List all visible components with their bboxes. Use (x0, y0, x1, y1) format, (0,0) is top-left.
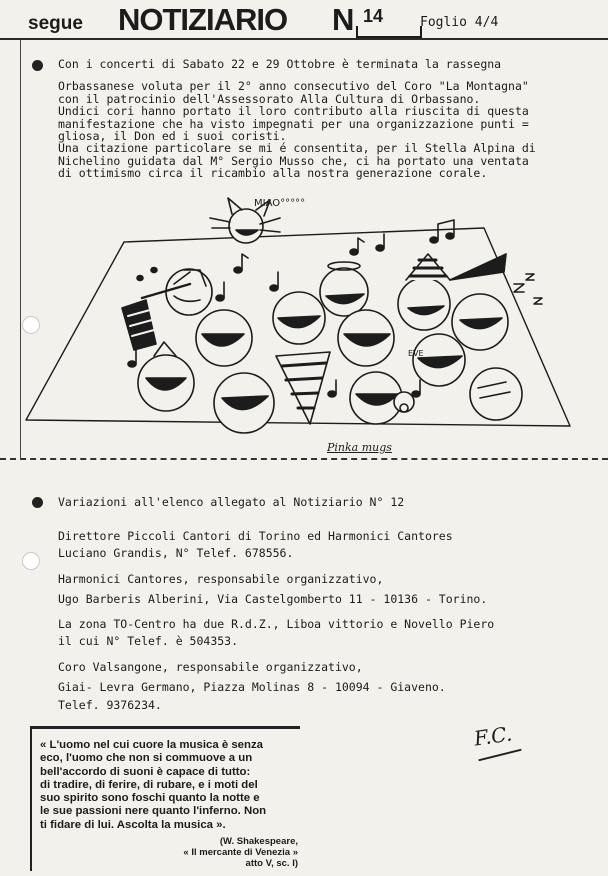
text-line: Undici cori hanno portato il loro contributo alla riuscita di questa (58, 104, 529, 119)
text-line: Coro Valsangone, responsabile organizzativo, (58, 660, 363, 674)
quote-left-rule (30, 726, 32, 871)
quote-line: « L'uomo nel cui cuore la musica è senza (40, 739, 264, 751)
text-line: Giai- Levra Germano, Piazza Molinas 8 - 10094 - Giaveno. (58, 680, 446, 694)
header-sheet: Foglio 4/4 (420, 15, 499, 30)
text-line: di ottimismo circa il ricambio alla nostra generazione corale. (58, 166, 488, 181)
text-line: Nichelino guidata dal M° Sergio Musso che, ci ha portato una ventata (58, 153, 529, 168)
choir-cartoon-illustration (14, 188, 584, 456)
quote-line: di tradire, di ferire, di rubare, e i moti del (40, 778, 258, 791)
header-title: NOTIZIARIO (118, 2, 288, 37)
quote-line: ti fidare di lui. Ascolta la musica ». (40, 818, 226, 831)
text-line: Orbassanese voluta per il 2° anno consecutivo del Coro "La Montagna" (58, 79, 529, 94)
text-line: Luciano Grandis, N° Telef. 678556. (58, 546, 294, 560)
text-line: Una citazione particolare se mi é consentita, per il Stella Alpina di (58, 141, 536, 156)
text-line: Con i concerti di Sabato 22 e 29 Ottobre è terminata la rassegna (58, 57, 502, 71)
text-line: Direttore Piccoli Cantori di Torino ed Harmonici Cantores (58, 529, 453, 543)
text-line: gliosa, il Don ed i suoi coristi. (58, 129, 287, 144)
attribution-line: (W. Shakespeare, (219, 836, 298, 847)
quote-top-rule (30, 726, 300, 729)
text-line: con il patrocinio dell'Assessorato Alla Cultura di Orbassano. (58, 91, 481, 106)
header-n: N (332, 2, 355, 37)
header-rule (0, 38, 608, 40)
section-divider (0, 458, 608, 460)
quote-line: eco, l'uomo che non si commuove a un (40, 752, 253, 765)
attribution-line: « Il mercante di Venezia » (183, 847, 298, 858)
header-segue: segue (28, 13, 83, 34)
issue-number-box (356, 26, 422, 38)
cartoon-eve-text: EVE (408, 349, 424, 358)
quote-line: le sue passioni nere quanto l'inferno. Non (40, 805, 267, 818)
text-line: il cui N° Telef. è 504353. (58, 634, 239, 648)
signature-underline (478, 749, 521, 762)
text-line: manifestazione che ha visto impegnati per una organizzazione punti = (58, 116, 529, 131)
cartoon-miao-text: MIAO°°°°° (254, 198, 306, 209)
quote-attribution (183, 836, 298, 869)
binder-hole (22, 552, 40, 570)
handwritten-signature: F.C. (472, 721, 514, 751)
article-concerts (58, 58, 590, 180)
bullet-icon (32, 497, 43, 508)
quote-line: suo spirito sono foschi quanto la notte e (40, 792, 260, 805)
header-issue-number: 14 (363, 6, 384, 26)
text-line: Telef. 9376234. (58, 698, 162, 712)
attribution-line: atto V, sc. I) (245, 858, 298, 869)
text-line: Harmonici Cantores, responsabile organizzativo, (58, 572, 384, 586)
illustration-signature: Pinka mugs (327, 441, 392, 454)
text-line: La zona TO-Centro ha due R.d.Z., Liboa vittorio e Novello Piero (58, 617, 495, 631)
text-line: Ugo Barberis Alberini, Via Castelgomberto 11 - 10136 - Torino. (58, 592, 488, 606)
quote-line: bell'accordo di suoni è capace di tutto: (40, 765, 251, 778)
article-variations-title: Variazioni all'elenco allegato al Notiziario N° 12 (58, 495, 405, 509)
bullet-icon (32, 60, 43, 71)
shakespeare-quote (40, 739, 300, 832)
